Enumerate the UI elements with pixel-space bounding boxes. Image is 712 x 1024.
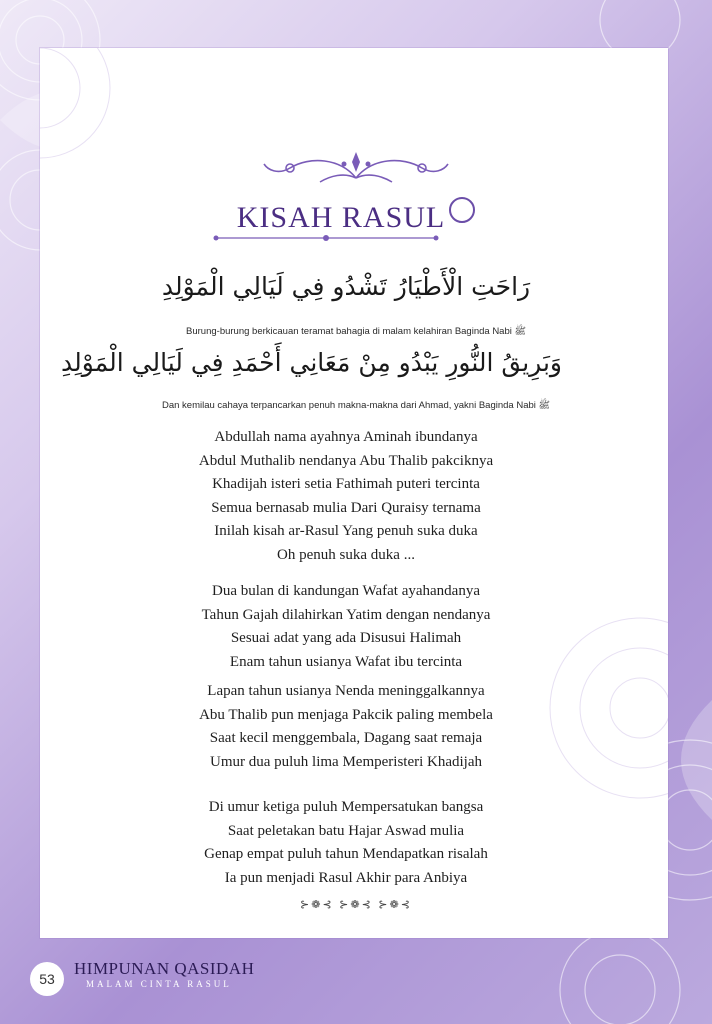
stanza-line: Ia pun menjadi Rasul Akhir para Anbiya (224, 869, 468, 886)
stanza-line: Tahun Gajah dilahirkan Yatim dengan nendanya (201, 606, 491, 623)
book-title: HIMPUNAN QASIDAH (74, 959, 255, 978)
translation-1: Burung-burung berkicauan teramat bahagia di malam kelahiran Baginda Nabi ﷺ (186, 326, 526, 337)
title-underline-ornament (212, 234, 440, 242)
header-flourish-icon (260, 148, 452, 192)
stanza-line: Inilah kisah ar-Rasul Yang penuh suka duka (214, 523, 478, 539)
stanza-line: Dua bulan di kandungan Wafat ayahandanya (211, 583, 480, 599)
page-number: 53 (30, 962, 64, 996)
stanza-line: Di umur ketiga puluh Mempersatukan bangsa (208, 799, 484, 815)
stanza-1 (120, 426, 572, 567)
stanza-line: Khadijah isteri setia Fathimah puteri tercinta (212, 476, 480, 492)
salawat-seal-icon (449, 197, 475, 223)
stanza-line: Saat peletakan batu Hajar Aswad mulia (227, 822, 465, 839)
stanza-line: Abu Thalib pun menjaga Pakcik paling membela (199, 706, 493, 723)
stanza-line: Oh penuh suka duka ... (277, 546, 415, 563)
stanza-line: Lapan tahun usianya Nenda meninggalkannya (207, 683, 485, 699)
end-divider-ornament: ⊱❁⊰ ⊱❁⊰ ⊱❁⊰ (300, 898, 412, 911)
stanza-line: Semua bernasab mulia Dari Quraisy ternama (211, 499, 481, 516)
stanza-2 (120, 580, 572, 674)
arabic-verse-1: رَاحَتِ الْأَطْيَارُ تَشْدُو فِي لَيَالِي الْمَوْلِدِ (161, 272, 531, 301)
page-title: KISAH RASUL (0, 197, 712, 235)
stanza-line: Abdullah nama ayahnya Aminah ibundanya (214, 429, 478, 445)
stanza-3 (120, 680, 572, 774)
stanza-line: Sesuai adat yang ada Disusui Halimah (230, 630, 462, 646)
book-subtitle: MALAM CINTA RASUL (86, 979, 232, 989)
stanza-line: Enam tahun usianya Wafat ibu tercinta (229, 653, 463, 670)
stanza-line: Umur dua puluh lima Memperisteri Khadijah (209, 753, 483, 770)
arabic-verse-2: وَبَرِيقُ النُّورِ يَبْدُو مِنْ مَعَانِي أَحْمَدِ فِي لَيَالِي الْمَوْلِدِ (61, 348, 562, 377)
stanza-line: Saat kecil menggembala, Dagang saat remaja (209, 730, 483, 746)
translation-2: Dan kemilau cahaya terpancarkan penuh makna-makna dari Ahmad, yakni Baginda Nabi ﷺ (161, 400, 550, 411)
stanza-4 (120, 796, 572, 890)
stanza-line: Genap empat puluh tahun Mendapatkan risalah (204, 846, 488, 862)
stanza-line: Abdul Muthalib nendanya Abu Thalib pakciknya (198, 452, 494, 469)
